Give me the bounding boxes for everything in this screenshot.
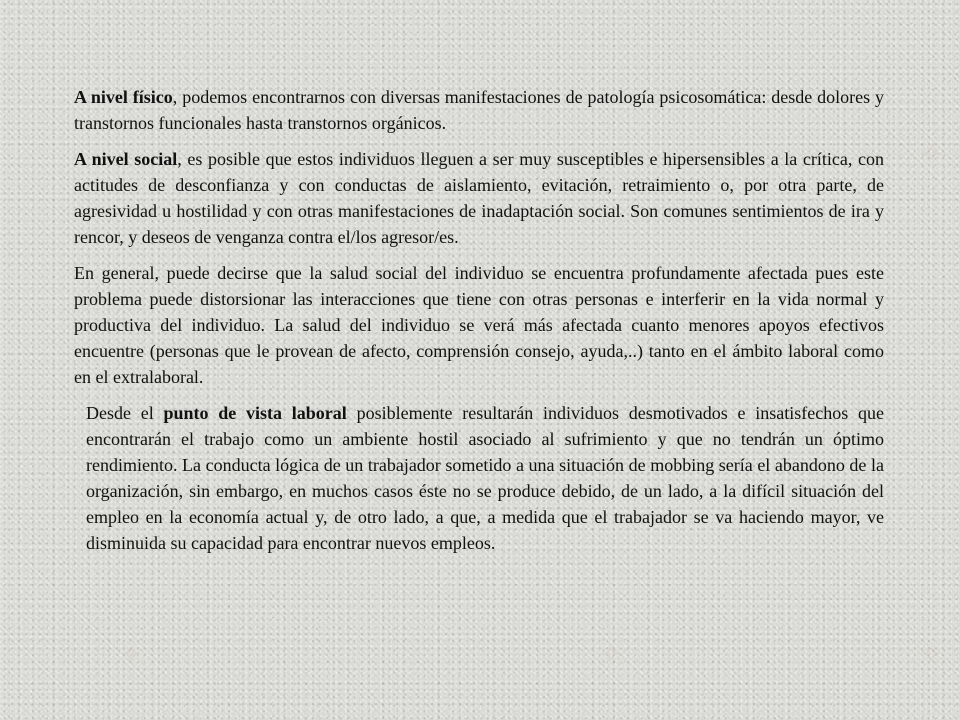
heading-laboral: punto de vista laboral [163, 403, 347, 423]
paragraph-laboral-text-before: Desde el [86, 403, 164, 423]
background-texture-mark: ✧ [920, 140, 942, 170]
heading-fisico: A nivel físico [74, 87, 173, 107]
paragraph-fisico [74, 84, 884, 136]
paragraph-laboral [74, 400, 884, 556]
body-text [74, 84, 884, 566]
paragraph-social-text: , es posible que estos individuos lleguen a ser muy susceptibles e hipersensibles a la crítica, con actitudes de desconfianza y con conductas de aislamiento, evitación, retraimiento o, por otra parte, de agresividad u hostilidad y con otras manifestaciones de inadaptación social. Son comunes sentimientos de ira y rencor, y deseos de venganza contra el/los agresor/es. [74, 149, 884, 247]
paragraph-laboral-text-after: posiblemente resultarán individuos desmotivados e insatisfechos que encontrarán el trabajo como un ambiente hostil asociado al sufrimiento y que no tendrán un óptimo rendimiento. La conducta lógica de un trabajador sometido a una situación de mobbing sería el abandono de la organización, sin embargo, en muchos casos éste no se produce debido, de un lado, a la difícil situación del empleo en la economía actual y, de otro lado, a que, a medida que el trabajador se va haciendo mayor, ve disminuida su capacidad para encontrar nuevos empleos. [86, 403, 885, 553]
background-texture-mark: ✧ [920, 640, 942, 670]
heading-social: A nivel social [74, 149, 178, 169]
background-texture-mark: ✧ [600, 640, 622, 670]
background-texture-mark: ✧ [120, 640, 142, 670]
paragraph-general [74, 260, 884, 390]
paragraph-social [74, 146, 884, 250]
paragraph-fisico-text: , podemos encontrarnos con diversas manifestaciones de patología psicosomática: desde dolores y transtornos funcionales hasta transtornos orgánicos. [74, 87, 884, 133]
paragraph-general-text: En general, puede decirse que la salud social del individuo se encuentra profundamente afectada pues este problema puede distorsionar las interacciones que tiene con otras personas e interferir en la vida normal y productiva del individuo. La salud del individuo se verá más afectada cuanto menores apoyos efectivos encuentre (personas que le provean de afecto, comprensión consejo, ayuda,..) tanto en el ámbito laboral como en el extralaboral. [74, 263, 884, 387]
